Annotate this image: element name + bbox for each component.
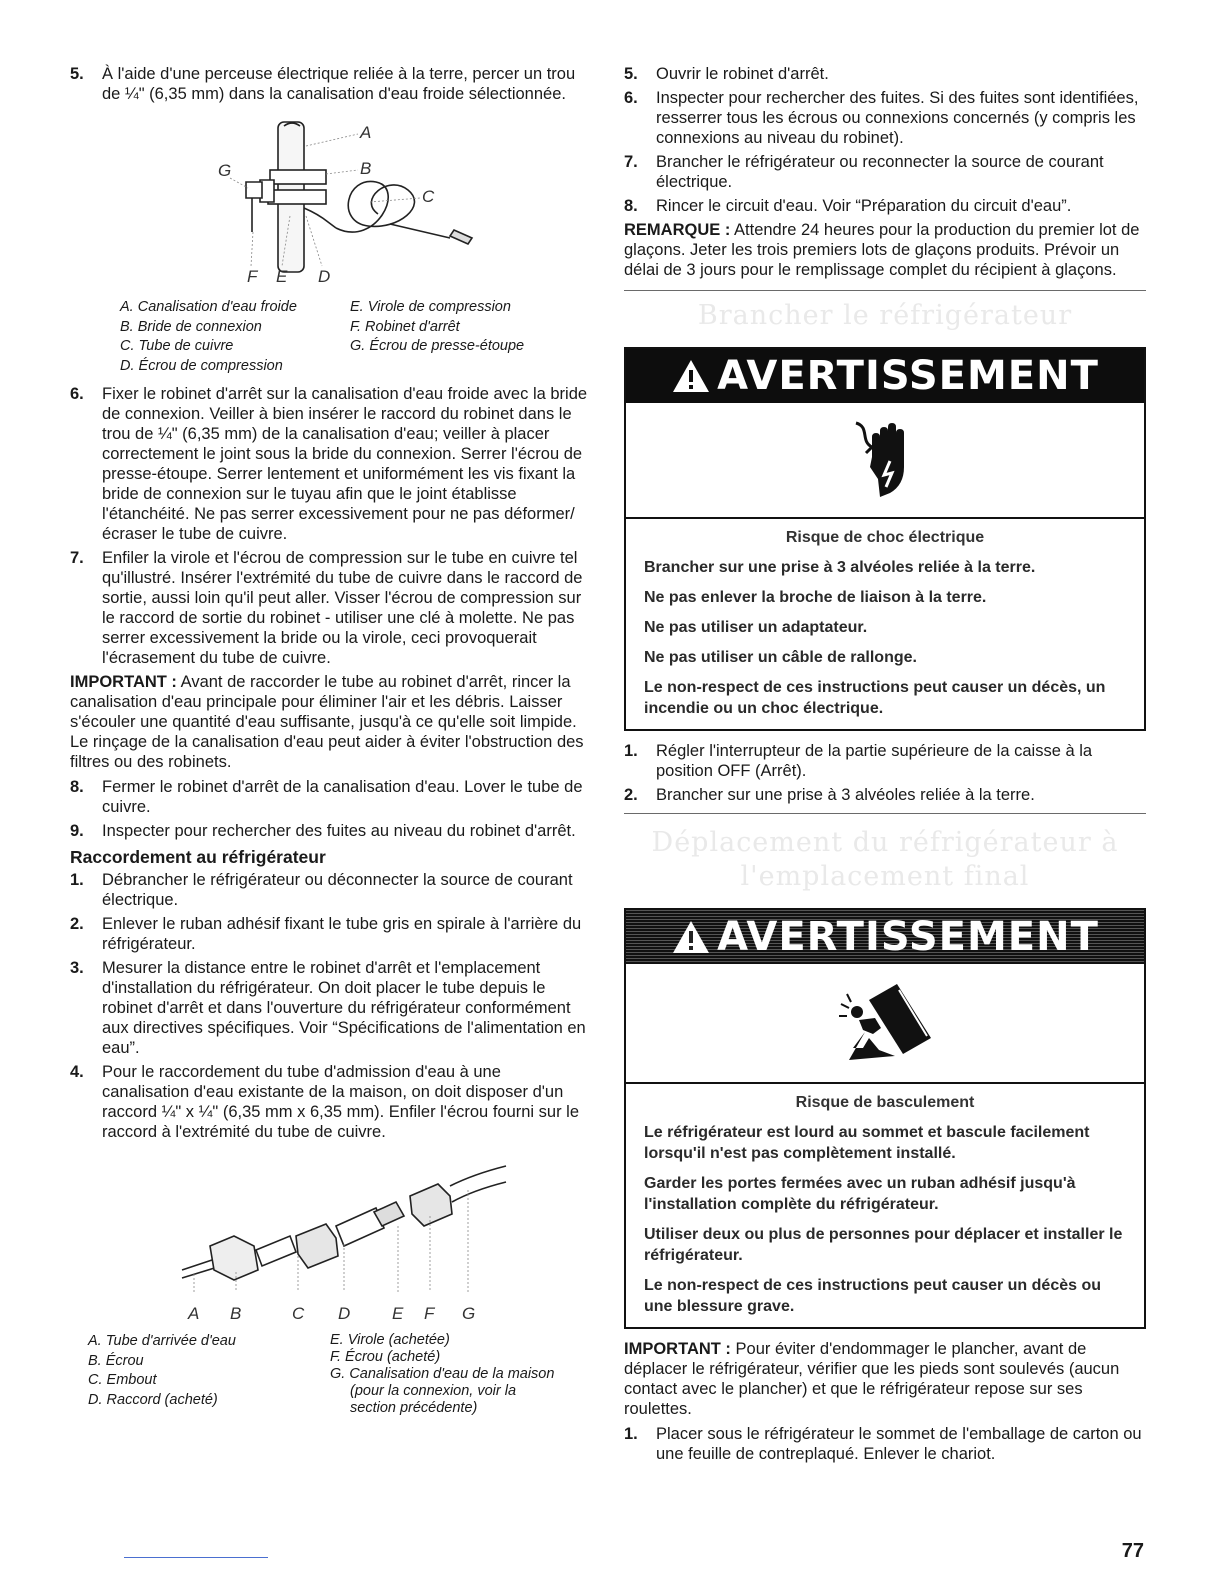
- left-column: [70, 64, 590, 1417]
- electric-shock-hand-icon: [850, 417, 920, 503]
- footer-rule: [124, 1557, 268, 1558]
- warning-header-2: AVERTISSEMENT: [626, 910, 1144, 964]
- tip-icon-row: [626, 964, 1144, 1084]
- callout-B: B: [360, 159, 372, 178]
- warning-box-electric: [624, 347, 1146, 731]
- fitting-callouts: A B C D E F G: [188, 1304, 476, 1323]
- connect-step-3: 3. Mesurer la distance entre le robinet d'arrêt et l'emplacement d'installation du réfrigérateur. On doit placer le tube depuis le robinet d'arrêt et dans l'ouverture du réfrigérateur conformément aux directives spécifiques. Voir “Spécifications de l'alimentation en eau”.: [70, 959, 586, 1057]
- step-5-drill: 5. À l'aide d'une perceuse électrique reliée à la terre, percer un trou de ¼" (6,35 mm) dans la canalisation d'eau froide sélectionnée.: [70, 65, 576, 103]
- shock-icon-row: [626, 403, 1144, 519]
- important-note-right: IMPORTANT : Pour éviter d'endommager le plancher, avant de déplacer le réfrigérateur, vérifier que les pieds sont soulevés (aucun contact avec le plancher) et que le réfrigérateur repose sur ses roulettes.: [624, 1340, 1120, 1418]
- warning-text-tipover: Risque de basculement Le réfrigérateur est lourd au sommet et bascule facilement lorsqu'il n'est pas complètement installé. Garder les portes fermées avec un ruban adhésif jusqu'à l'installation complète du réfrigérateur. Utiliser deux ou plus de personnes pour déplacer et installer le réfrigérateur. Le non-respect de ces instructions peut causer un décès ou une blessure grave.: [626, 1084, 1144, 1327]
- important-note-left: IMPORTANT : Avant de raccorder le tube au robinet d'arrêt, rincer la canalisation d'eau principale pour éliminer l'air et les débris. Laisser s'écouler une quantité d'eau suffisante, jusqu'à ce qu'elle soit limpide. Le rinçage de la canalisation d'eau peut aider à éviter l'obstruction des filtres ou des robinets.: [70, 673, 584, 771]
- callout-C: C: [422, 187, 435, 206]
- warning-box-tipover: [624, 908, 1146, 1329]
- section-divider-2: [624, 813, 1146, 814]
- shutoff-valve-illustration: [70, 112, 590, 298]
- step-6-fix-valve: 6. Fixer le robinet d'arrêt sur la canalisation d'eau froide avec la bride de connexion. Veiller à bien insérer le raccord du robinet dans le trou de ¼" (6,35 mm) de la canalisation d'eau; veiller à placer correctement le joint sous la bride du connexion. Serrer l'écrou de presse-étoupe. Serrer lentement et uniformément les vis fixant la bride de connexion sur le tuyau afin que le joint établisse l'étanchéité. Ne pas serrer excessivement pour ne pas déformer/écraser le tube de cuivre.: [70, 385, 588, 543]
- step-7-plug: 7. Brancher le réfrigérateur ou reconnecter la source de courant électrique.: [624, 153, 1104, 191]
- warning-header: AVERTISSEMENT: [626, 349, 1144, 403]
- shutoff-valve-figure: [70, 112, 590, 298]
- move-step-1: 1. Placer sous le réfrigérateur le sommet de l'emballage de carton ou une feuille de contreplaqué. Enlever le chariot.: [624, 1425, 1142, 1463]
- subheading-raccordement: Raccordement au réfrigérateur: [70, 847, 326, 867]
- connect-step-2: 2. Enlever le ruban adhésif fixant le tube gris en spirale à l'arrière du réfrigérateur.: [70, 915, 582, 953]
- step-7-ferrule: 7. Enfiler la virole et l'écrou de compression sur le tube en cuivre tel qu'illustré. Insérer l'extrémité du tube de cuivre dans le raccord de sortie, aussi loin qu'il peut aller. Visser l'écrou de compression sur le raccord de sortie du robinet - utiliser une clé à molette. Ne pas serrer excessivement la bride ou la virole, ceci provoquerait l'écrasement du tube de cuivre.: [70, 549, 583, 667]
- connect-step-4: 4. Pour le raccordement du tube d'admission d'eau à une canalisation d'eau existante de la maison, on doit disposer d'un raccord ¼" x ¼" (6,35 mm x 6,35 mm). Enfiler l'écrou fourni sur le raccord à l'extrémité du tube de cuivre.: [70, 1063, 580, 1141]
- step-6-inspect: 6. Inspecter pour rechercher des fuites. Si des fuites sont identifiées, resserrer tous les écrous ou connexions concernés (y compris les connexions au niveau du robinet).: [624, 89, 1139, 147]
- callout-G: G: [218, 161, 232, 180]
- callout-A: A: [360, 123, 372, 142]
- warning-text-electric: Risque de choc électrique Brancher sur une prise à 3 alvéoles reliée à la terre. Ne pas enlever la broche de liaison à la terre. Ne pas utiliser un adaptateur. Ne pas utiliser un câble de rallonge. Le non-respect de ces instructions peut causer un décès, un incendie ou un choc électrique.: [644, 529, 1106, 717]
- callout-F: F: [247, 267, 258, 286]
- warning-triangle-icon: [671, 358, 711, 394]
- section-title-brancher: Brancher le réfrigérateur: [697, 300, 1073, 331]
- fitting-illustration: [70, 1146, 590, 1304]
- plug-step-2: 2. Brancher sur une prise à 3 alvéoles reliée à la terre.: [624, 786, 1035, 804]
- step-8-rinse: 8. Rincer le circuit d'eau. Voir “Préparation du circuit d'eau”.: [624, 197, 1072, 215]
- page-number: 77: [1121, 1540, 1144, 1562]
- fitting-figure: [70, 1146, 590, 1304]
- plug-step-1: 1. Régler l'interrupteur de la partie supérieure de la caisse à la position OFF (Arrêt).: [624, 742, 1093, 780]
- callout-D: D: [318, 267, 331, 286]
- remarque-note: REMARQUE : Attendre 24 heures pour la production du premier lot de glaçons. Jeter les trois premiers lots de glaçons produits. Prévoir un délai de 3 jours pour le remplissage complet du récipient à glaçons.: [624, 221, 1140, 279]
- right-column: [624, 64, 1146, 1468]
- callout-E: E: [276, 267, 288, 286]
- figure2-legend: A. Tube d'arrivée d'eau B. Écrou C. Embout D. Raccord (acheté) E. Virole (achetée) F. Écrou (acheté) G. Canalisation d'eau de la maison (pour la connexion, voir la section précédente): [88, 1332, 555, 1416]
- tip-over-icon: [835, 978, 935, 1068]
- step-8: 8. Fermer le robinet d'arrêt de la canalisation d'eau. Lover le tube de cuivre.: [70, 778, 583, 816]
- section-divider-1: [624, 290, 1146, 291]
- section-title-deplacement: Déplacement du réfrigérateur à l'emplacement final: [651, 827, 1119, 892]
- warning-triangle-icon: [671, 919, 711, 955]
- step-5-open: 5. Ouvrir le robinet d'arrêt.: [624, 65, 829, 83]
- figure1-legend: A. Canalisation d'eau froide B. Bride de connexion C. Tube de cuivre D. Écrou de compression E. Virole de compression F. Robinet d'arrêt G. Écrou de presse-étoupe: [120, 299, 525, 374]
- connect-step-1: 1. Débrancher le réfrigérateur ou déconnecter la source de courant électrique.: [70, 871, 573, 909]
- step-9: 9. Inspecter pour rechercher des fuites au niveau du robinet d'arrêt.: [70, 822, 576, 840]
